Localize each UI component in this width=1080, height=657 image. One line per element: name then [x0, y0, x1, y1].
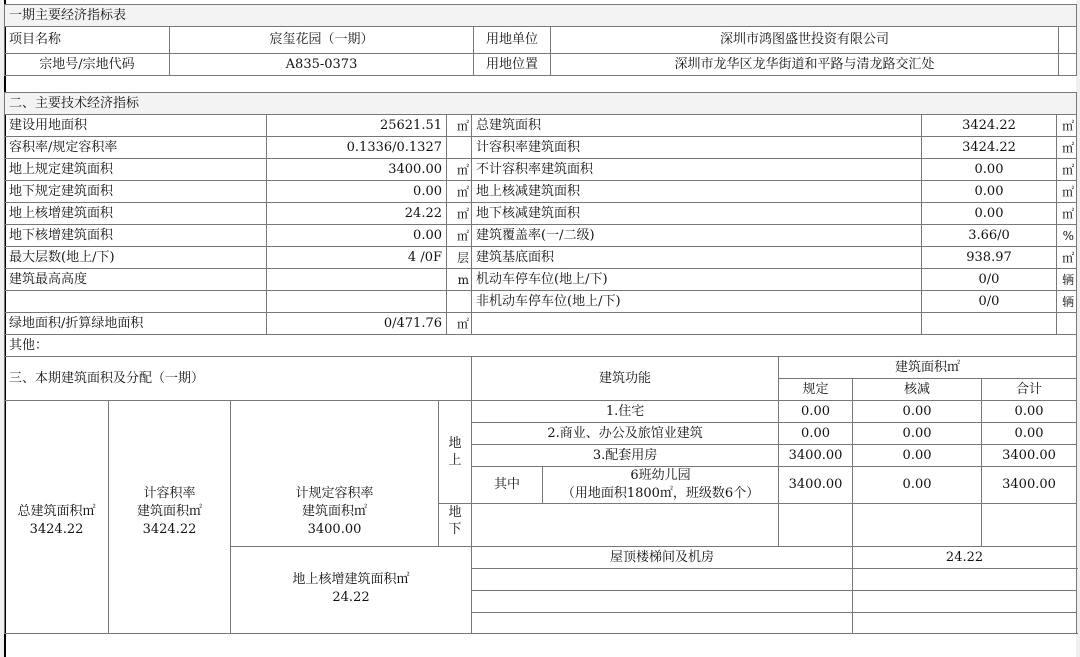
indicator-right-label: 计容积率建筑面积	[472, 137, 922, 159]
section2-title: 二、主要技术经济指标	[5, 93, 1077, 115]
section3-title: 三、本期建筑面积及分配（一期）	[5, 357, 472, 401]
indicator-row	[5, 269, 1077, 291]
above-char-2: 上	[448, 453, 462, 468]
project-name-label: 项目名称	[5, 27, 170, 54]
indicator-left-unit: m	[447, 269, 472, 291]
above-ground-label	[439, 401, 472, 504]
far-area-value: 3424.22	[142, 522, 197, 537]
below-char-1: 地	[448, 505, 462, 520]
indicator-right-unit: %	[1057, 225, 1077, 247]
indicator-row	[5, 181, 1077, 203]
residential-plan: 0.00	[779, 401, 853, 423]
empty-val-2	[853, 591, 1076, 613]
land-location-value: 深圳市龙华区龙华街道和平路与清龙路交汇处	[551, 54, 1059, 76]
indicator-left-unit: ㎡	[447, 181, 472, 203]
commercial-total: 0.00	[982, 423, 1077, 445]
indicator-left-unit: ㎡	[447, 313, 472, 335]
kindergarten-deduct: 0.00	[853, 467, 982, 504]
empty-val-3	[853, 613, 1076, 633]
project-table	[4, 4, 1077, 76]
indicator-right-value: 0.00	[922, 203, 1057, 225]
indicator-left-label: 地下规定建筑面积	[5, 181, 267, 203]
kindergarten-plan: 3400.00	[779, 467, 853, 504]
below-char-2: 下	[448, 522, 462, 537]
residential-deduct: 0.00	[853, 401, 982, 423]
indicator-right-value: 0.00	[922, 181, 1057, 203]
empty-row-1	[472, 569, 852, 591]
indicator-left-value: 3400.00	[267, 159, 447, 181]
indicator-row	[5, 247, 1077, 269]
total-area-cell	[5, 401, 109, 634]
indicator-right-unit: ㎡	[1057, 203, 1077, 225]
indicator-left-label: 容积率/规定容积率	[5, 137, 267, 159]
empty-row-2	[472, 591, 852, 613]
indicator-right-value: 3424.22	[922, 115, 1057, 137]
indicator-left-value: 0.00	[267, 225, 447, 247]
kindergarten-total: 3400.00	[982, 467, 1077, 504]
below-total-empty	[982, 504, 1077, 547]
indicator-right-unit: ㎡	[1057, 115, 1077, 137]
supporting-deduct: 0.00	[853, 445, 982, 467]
above-char-1: 地	[448, 436, 462, 451]
other-label: 其他：	[5, 335, 1077, 357]
indicator-left-unit: ㎡	[447, 115, 472, 137]
indicator-right-unit: ㎡	[1057, 247, 1077, 269]
indicator-table	[4, 92, 1077, 357]
kindergarten-line2: （用地面积1800㎡，班级数6个）	[561, 486, 760, 501]
indicator-row	[5, 115, 1077, 137]
supporting-total: 3400.00	[982, 445, 1077, 467]
indicator-right-label: 建筑覆盖率(一/二级)	[472, 225, 922, 247]
function-header: 建筑功能	[472, 357, 779, 401]
indicator-left-label: 地上核增建筑面积	[5, 203, 267, 225]
reg-far-label-2: 建筑面积㎡	[301, 504, 367, 519]
deduct-header: 核减	[853, 379, 982, 401]
indicator-right-unit: ㎡	[1057, 159, 1077, 181]
indicator-right-label: 地上核减建筑面积	[472, 181, 922, 203]
indicator-left-unit	[447, 137, 472, 159]
indicator-left-unit	[447, 291, 472, 313]
indicator-row	[5, 313, 1077, 335]
indicator-left-unit: 层	[447, 247, 472, 269]
indicator-right-unit: ㎡	[1057, 181, 1077, 203]
indicator-right-label	[472, 313, 922, 335]
below-plan-empty	[779, 504, 853, 547]
reg-far-value: 3400.00	[307, 522, 362, 537]
indicator-left-value	[267, 291, 447, 313]
commercial-plan: 0.00	[779, 423, 853, 445]
above-add-label: 地上核增建筑面积㎡	[292, 572, 410, 587]
indicator-right-value: 3.66/0	[922, 225, 1057, 247]
roof-empty-values	[853, 569, 1077, 634]
indicator-row	[5, 159, 1077, 181]
below-deduct-empty	[853, 504, 982, 547]
roof-label: 屋顶楼梯间及机房	[472, 547, 853, 569]
indicator-left-label: 最大层数(地上/下)	[5, 247, 267, 269]
indicator-right-label: 机动车停车位(地上/下)	[472, 269, 922, 291]
func-supporting: 3.配套用房	[472, 445, 779, 467]
indicator-right-label: 地下核减建筑面积	[472, 203, 922, 225]
below-ground-label	[439, 504, 472, 547]
indicator-right-unit	[1057, 313, 1077, 335]
indicator-row	[5, 291, 1077, 313]
far-area-cell	[109, 401, 231, 634]
total-header: 合计	[982, 379, 1077, 401]
indicator-row	[5, 137, 1077, 159]
plan-header: 规定	[779, 379, 853, 401]
residential-total: 0.00	[982, 401, 1077, 423]
indicator-left-value: 0.00	[267, 181, 447, 203]
above-add-cell	[231, 547, 472, 634]
indicator-row	[5, 225, 1077, 247]
indicator-left-unit: ㎡	[447, 159, 472, 181]
total-area-label: 总建筑面积㎡	[17, 504, 96, 519]
of-which-label: 其中	[472, 467, 543, 504]
indicator-left-label: 地下核增建筑面积	[5, 225, 267, 247]
indicator-right-unit: 辆	[1057, 269, 1077, 291]
roof-empty-rows	[472, 569, 853, 634]
land-unit-value: 深圳市鸿图盛世投资有限公司	[551, 27, 1059, 54]
indicator-left-value: 25621.51	[267, 115, 447, 137]
indicator-left-label	[5, 291, 267, 313]
project-row-edge	[1059, 27, 1077, 54]
indicator-right-value: 0/0	[922, 269, 1057, 291]
reg-far-label-1: 计规定容积率	[295, 486, 374, 501]
indicator-left-value	[267, 269, 447, 291]
indicator-left-unit: ㎡	[447, 225, 472, 247]
reg-far-cell	[231, 401, 439, 547]
supporting-plan: 3400.00	[779, 445, 853, 467]
indicator-right-label: 不计容积率建筑面积	[472, 159, 922, 181]
indicator-right-value: 3424.22	[922, 137, 1057, 159]
indicator-right-unit: 辆	[1057, 291, 1077, 313]
below-func-empty	[472, 504, 779, 547]
sheet-title: 一期主要经济指标表	[5, 5, 1077, 27]
far-area-label-2: 建筑面积㎡	[136, 504, 202, 519]
indicator-left-label: 地上规定建筑面积	[5, 159, 267, 181]
commercial-deduct: 0.00	[853, 423, 982, 445]
total-area-value: 3424.22	[29, 522, 84, 537]
indicator-right-value: 938.97	[922, 247, 1057, 269]
empty-row-3	[472, 613, 852, 633]
indicator-left-label: 建筑最高高度	[5, 269, 267, 291]
indicator-right-value: 0.00	[922, 159, 1057, 181]
func-residential: 1.住宅	[472, 401, 779, 423]
kindergarten-line1: 6班幼儿园	[630, 468, 691, 483]
indicator-right-value	[922, 313, 1057, 335]
indicator-left-label: 建设用地面积	[5, 115, 267, 137]
allocation-table	[4, 356, 1077, 634]
project-name-value: 宸玺花园（一期）	[170, 27, 474, 54]
indicator-left-value: 0.1336/0.1327	[267, 137, 447, 159]
land-unit-label: 用地单位	[474, 27, 551, 54]
indicator-right-label: 总建筑面积	[472, 115, 922, 137]
indicator-right-label: 非机动车停车位(地上/下)	[472, 291, 922, 313]
plot-number-label: 宗地号/宗地代码	[5, 54, 170, 76]
above-add-value: 24.22	[332, 590, 370, 605]
indicator-left-unit: ㎡	[447, 203, 472, 225]
plot-number-value: A835-0373	[170, 54, 474, 76]
func-commercial: 2.商业、办公及旅馆业建筑	[472, 423, 779, 445]
kindergarten-cell	[543, 467, 779, 504]
indicator-right-label: 建筑基底面积	[472, 247, 922, 269]
location-row-edge	[1059, 54, 1077, 76]
area-header: 建筑面积㎡	[779, 357, 1077, 379]
land-location-label: 用地位置	[474, 54, 551, 76]
indicator-left-value: 0/471.76	[267, 313, 447, 335]
far-area-label-1: 计容积率	[143, 486, 196, 501]
indicator-left-value: 4 /0F	[267, 247, 447, 269]
indicator-right-unit: ㎡	[1057, 137, 1077, 159]
roof-value: 24.22	[853, 547, 1077, 569]
indicator-row	[5, 203, 1077, 225]
indicator-right-value: 0/0	[922, 291, 1057, 313]
indicator-left-label: 绿地面积/折算绿地面积	[5, 313, 267, 335]
indicator-left-value: 24.22	[267, 203, 447, 225]
empty-val-1	[853, 569, 1076, 591]
